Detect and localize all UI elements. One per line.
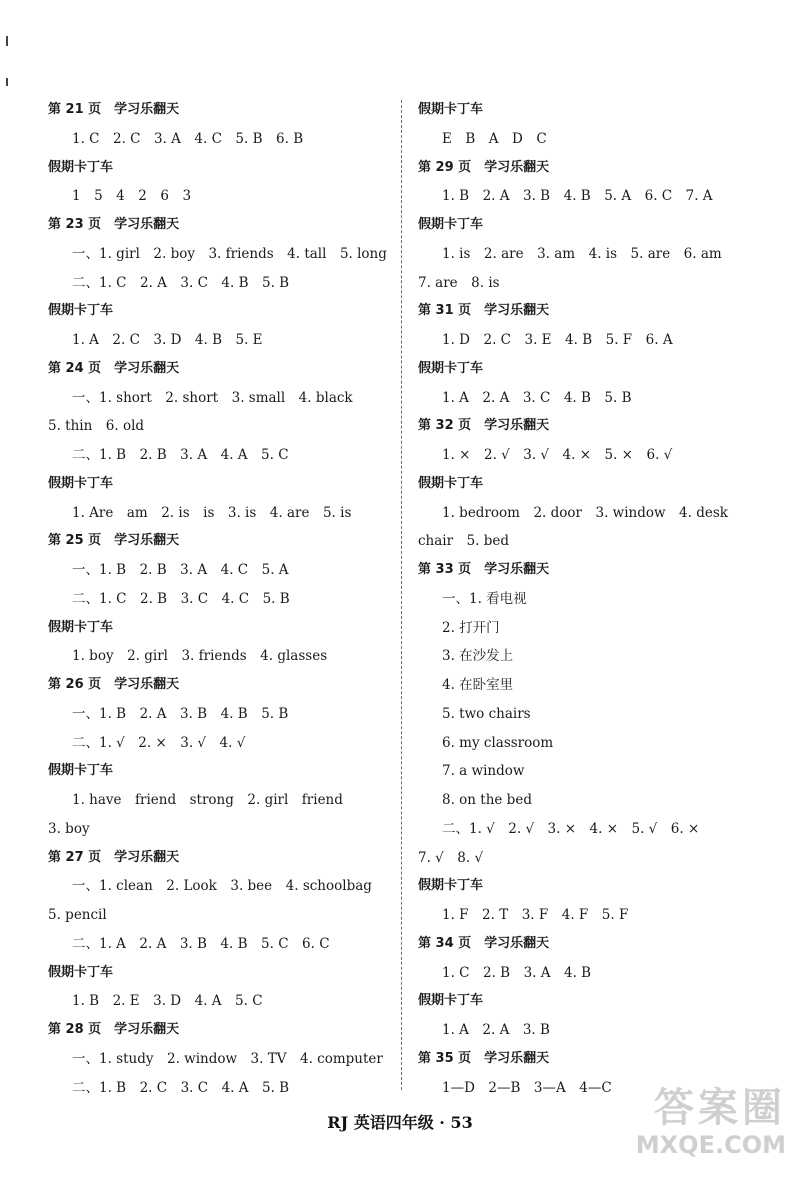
site-watermark — [586, 1086, 786, 1172]
watermark-url: MXQE.COM — [635, 1131, 786, 1159]
answer-line: 一、1. B 2. A 3. B 4. B 5. B — [72, 705, 289, 722]
section-heading: 第 25 页 学习乐翻天 — [48, 533, 180, 549]
section-heading: 第 24 页 学习乐翻天 — [48, 360, 180, 376]
section-heading: 第 29 页 学习乐翻天 — [418, 159, 550, 175]
answer-line: 5. thin 6. old — [48, 418, 145, 435]
section-heading: 第 26 页 学习乐翻天 — [48, 677, 180, 692]
answer-line: 1. D 2. C 3. E 4. B 5. F 6. A — [442, 332, 673, 348]
answer-line: 1 5 4 2 6 3 — [72, 188, 192, 205]
answer-line: 3. 在沙发上 — [442, 648, 514, 665]
answer-line: 二、1. A 2. A 3. B 4. B 5. C 6. C — [72, 935, 330, 952]
section-heading: 第 32 页 学习乐翻天 — [418, 418, 550, 434]
answer-line: E B A D C — [442, 130, 547, 147]
section-heading: 假期卡丁车 — [48, 964, 114, 980]
section-heading: 假期卡丁车 — [418, 878, 484, 894]
answer-line: 一、1. B 2. B 3. A 4. C 5. A — [72, 562, 289, 578]
section-heading: 假期卡丁车 — [48, 159, 114, 175]
section-heading: 第 34 页 学习乐翻天 — [418, 935, 550, 951]
answer-line: 二、1. B 2. B 3. A 4. A 5. C — [72, 447, 289, 463]
answer-line: 5. two chairs — [442, 705, 531, 722]
section-heading: 第 23 页 学习乐翻天 — [48, 217, 180, 232]
answer-line: 1. A 2. C 3. D 4. B 5. E — [72, 332, 263, 348]
answer-line: 1. B 2. E 3. D 4. A 5. C — [72, 993, 263, 1010]
answer-line: 1—D 2—B 3—A 4—C — [442, 1079, 612, 1096]
answer-line: 1. F 2. T 3. F 4. F 5. F — [442, 907, 629, 923]
section-heading: 第 31 页 学习乐翻天 — [418, 303, 550, 319]
answer-line: 4. 在卧室里 — [442, 677, 514, 693]
answer-line: chair 5. bed — [418, 533, 510, 550]
section-heading: 第 28 页 学习乐翻天 — [48, 1022, 180, 1037]
answer-line: 二、1. √ 2. × 3. √ 4. √ — [72, 734, 246, 751]
answer-line: 1. × 2. √ 3. √ 4. × 5. × 6. √ — [442, 447, 673, 463]
answer-line: 1. is 2. are 3. am 4. is 5. are 6. am — [442, 245, 722, 262]
answer-line: 一、1. clean 2. Look 3. bee 4. schoolbag — [72, 878, 372, 895]
answer-line: 1. A 2. A 3. C 4. B 5. B — [442, 389, 632, 406]
answer-line: 一、1. 看电视 — [442, 590, 527, 607]
column-divider — [401, 100, 402, 1090]
answer-line: 1. boy 2. girl 3. friends 4. glasses — [72, 648, 328, 665]
answer-line: 1. bedroom 2. door 3. window 4. desk — [442, 504, 728, 521]
page-footer: RJ 英语四年级 · 53 — [327, 1113, 473, 1132]
left-column — [48, 96, 388, 1102]
section-heading: 第 33 页 学习乐翻天 — [418, 562, 550, 577]
answer-line: 一、1. girl 2. boy 3. friends 4. tall 5. long — [72, 245, 387, 262]
answer-line: 一、1. study 2. window 3. TV 4. computer — [72, 1050, 383, 1067]
answer-line: 7. a window — [442, 763, 525, 780]
answer-line: 二、1. C 2. A 3. C 4. B 5. B — [72, 274, 290, 291]
answer-line: 3. boy — [48, 820, 90, 837]
section-heading: 假期卡丁车 — [48, 475, 114, 491]
answer-line: 1. C 2. C 3. A 4. C 5. B 6. B — [72, 130, 304, 147]
answer-line: 8. on the bed — [442, 792, 532, 808]
answer-line: 二、1. C 2. B 3. C 4. C 5. B — [72, 590, 290, 607]
answer-line: 一、1. short 2. short 3. small 4. black — [72, 389, 353, 406]
section-heading: 第 35 页 学习乐翻天 — [418, 1050, 550, 1066]
answer-line: 2. 打开门 — [442, 619, 500, 636]
answer-line: 二、1. B 2. C 3. C 4. A 5. B — [72, 1079, 290, 1096]
right-column — [418, 96, 768, 1102]
section-heading: 假期卡丁车 — [418, 102, 484, 117]
answer-line: 1. Are am 2. is is 3. is 4. are 5. is — [72, 504, 352, 521]
answer-line: 1. C 2. B 3. A 4. B — [442, 964, 592, 981]
answer-line: 二、1. √ 2. √ 3. × 4. × 5. √ 6. × — [442, 820, 700, 837]
section-heading: 第 21 页 学习乐翻天 — [48, 102, 180, 117]
answer-line: 6. my classroom — [442, 734, 554, 751]
answer-line: 1. A 2. A 3. B — [442, 1022, 550, 1038]
answer-line: 5. pencil — [48, 907, 107, 923]
scan-mark — [6, 36, 8, 46]
answer-line: 1. B 2. A 3. B 4. B 5. A 6. C 7. A — [442, 188, 713, 205]
section-heading: 假期卡丁车 — [418, 360, 484, 376]
section-heading: 假期卡丁车 — [418, 475, 484, 491]
section-heading: 假期卡丁车 — [48, 763, 114, 779]
section-heading: 假期卡丁车 — [418, 217, 484, 232]
section-heading: 假期卡丁车 — [48, 619, 114, 635]
watermark-logo-text: 答案圈 — [654, 1085, 786, 1131]
section-heading: 假期卡丁车 — [48, 303, 114, 319]
answer-line: 7. √ 8. √ — [418, 849, 484, 866]
answer-line: 7. are 8. is — [418, 274, 500, 291]
section-heading: 第 27 页 学习乐翻天 — [48, 849, 180, 865]
scan-mark — [6, 78, 8, 86]
section-heading: 假期卡丁车 — [418, 993, 484, 1009]
answer-line: 1. have friend strong 2. girl friend — [72, 792, 343, 808]
